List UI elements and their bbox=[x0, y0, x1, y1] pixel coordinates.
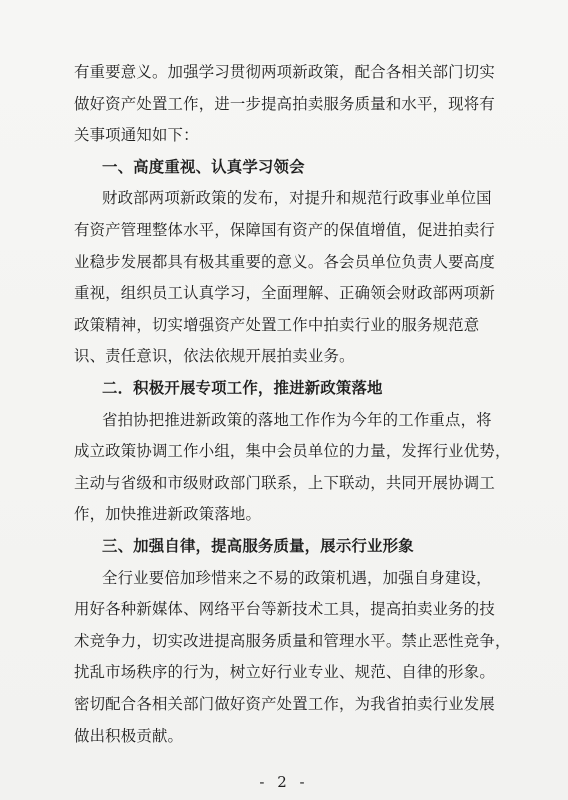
section-2-line-3: 主动与省级和市级财政部门联系，上下联动，共同开展协调工 bbox=[74, 473, 495, 492]
section-3-heading: 三、加强自律，提高服务质量，展示行业形象 bbox=[102, 537, 414, 555]
section-1-line-2: 有资产管理整体水平，保障国有资产的保值增值，促进拍卖行 bbox=[74, 221, 495, 239]
section-3-line-4: 扰乱市场秩序的行为，树立好行业专业、规范、自律的形象。 bbox=[74, 663, 495, 682]
section-1-line-1: 财政部两项新政策的发布，对提升和规范行政事业单位国 bbox=[102, 189, 492, 208]
section-2-line-4: 作，加快推进新政策落地。 bbox=[74, 505, 262, 524]
section-2-line-1: 省拍协把推进新政策的落地工作作为今年的工作重点，将 bbox=[102, 410, 492, 429]
section-1-line-6: 识、责任意识，依法依规开展拍卖业务。 bbox=[74, 347, 355, 366]
section-3-line-2: 用好各种新媒体、网络平台等新技术工具，提高拍卖业务的技 bbox=[74, 600, 495, 619]
section-3-line-3: 术竞争力，切实改进提高服务质量和管理水平。禁止恶性竞争， bbox=[74, 631, 511, 650]
intro-line-1: 有重要意义。加强学习贯彻两项新政策，配合各相关部门切实 bbox=[74, 63, 495, 81]
intro-line-2: 做好资产处置工作，进一步提高拍卖服务质量和水平，现将有 bbox=[74, 94, 495, 113]
section-1-heading: 一、高度重视、认真学习领会 bbox=[102, 157, 305, 176]
intro-line-3: 关事项通知如下： bbox=[74, 126, 199, 145]
section-3-line-5: 密切配合各相关部门做好资产处置工作，为我省拍卖行业发展 bbox=[74, 695, 495, 713]
section-2-line-2: 成立政策协调工作小组，集中会员单位的力量，发挥行业优势， bbox=[74, 442, 511, 461]
section-3-line-6: 做出积极贡献。 bbox=[74, 726, 184, 745]
section-1-line-4: 重视，组织员工认真学习，全面理解、正确领会财政部两项新 bbox=[74, 284, 495, 303]
page-number: - 2 - bbox=[259, 773, 309, 792]
section-2-heading: 二．积极开展专项工作，推进新政策落地 bbox=[102, 379, 383, 397]
section-3-line-1: 全行业要倍加珍惜来之不易的政策机遇，加强自身建设， bbox=[102, 568, 492, 587]
section-1-line-3: 业稳步发展都具有极其重要的意义。各会员单位负责人要高度 bbox=[74, 252, 495, 271]
section-1-line-5: 政策精神，切实增强资产处置工作中拍卖行业的服务规范意 bbox=[74, 315, 480, 334]
